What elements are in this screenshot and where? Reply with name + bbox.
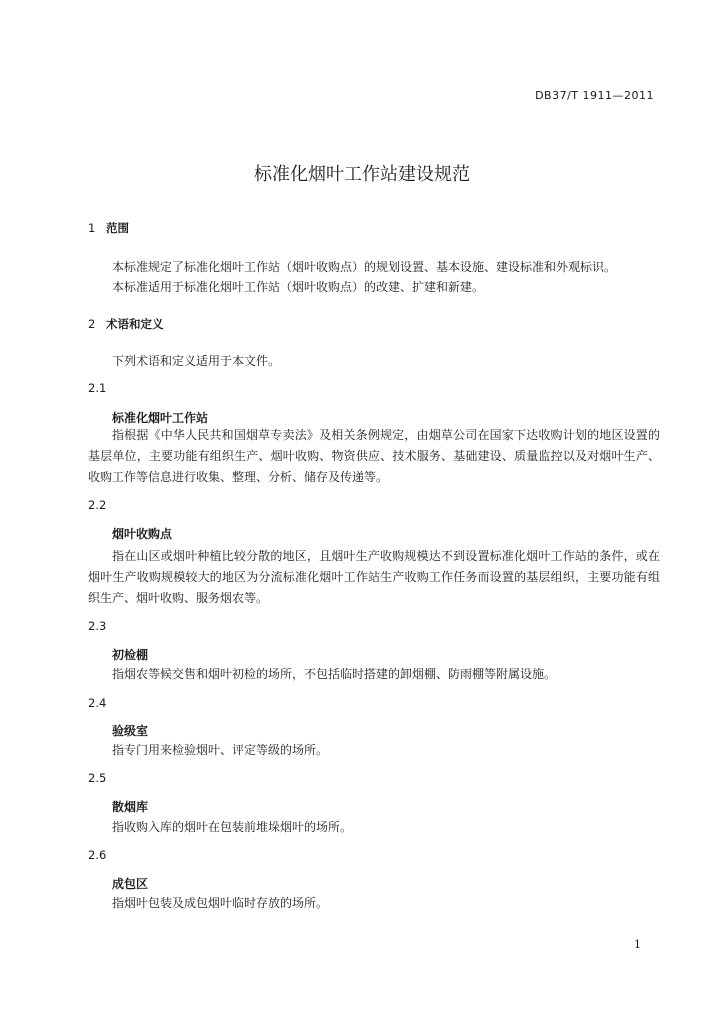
section-2-title: 术语和定义 <box>106 317 164 331</box>
section-1-number: 1 <box>88 221 96 235</box>
term-definition: 指收购入库的烟叶在包装前堆垛烟叶的场所。 <box>112 820 353 834</box>
term-definition: 指烟叶包装及成包烟叶临时存放的场所。 <box>112 896 329 910</box>
section-1-line-2: 本标准适用于标准化烟叶工作站（烟叶收购点）的改建、扩建和新建。 <box>112 280 485 294</box>
term-number: 2.6 <box>88 848 107 862</box>
term-title: 散烟库 <box>112 800 149 814</box>
term-definition: 指根据《中华人民共和国烟草专卖法》及相关条例规定，由烟草公司在国家下达收购计划的地区设置的基层单位，主要功能有组织生产、烟叶收购、物资供应、技术服务、基础建设、质量监控以及对烟叶生产、收购工作等信息进行收集、整理、分析、储存及传递等。 <box>88 428 660 484</box>
term-title: 初检棚 <box>112 648 149 662</box>
term-title: 成包区 <box>112 877 149 891</box>
term-number: 2.2 <box>88 498 107 512</box>
section-2-heading <box>88 316 164 332</box>
term-definition: 指专门用来检验烟叶、评定等级的场所。 <box>112 743 329 757</box>
term-number: 2.4 <box>88 696 107 710</box>
term-title: 标准化烟叶工作站 <box>112 411 209 425</box>
term-definition: 指在山区或烟叶种植比较分散的地区，且烟叶生产收购规模达不到设置标准化烟叶工作站的条件，或在烟叶生产收购规模较大的地区为分流标准化烟叶工作站生产收购工作任务而设置的基层组织，主要功能有组织生产、烟叶收购、服务烟农等。 <box>88 549 660 605</box>
section-2-number: 2 <box>88 317 96 331</box>
term-title: 验级室 <box>112 724 149 738</box>
section-2-intro: 下列术语和定义适用于本文件。 <box>112 354 281 368</box>
section-1-heading <box>88 220 129 236</box>
term-number: 2.3 <box>88 619 107 633</box>
section-1-line-1: 本标准规定了标准化烟叶工作站（烟叶收购点）的规划设置、基本设施、建设标准和外观标识。 <box>112 260 617 274</box>
document-title: 标准化烟叶工作站建设规范 <box>254 164 470 185</box>
term-title: 烟叶收购点 <box>112 527 173 541</box>
section-1-title: 范围 <box>106 221 129 235</box>
page-number: 1 <box>634 938 641 951</box>
term-definition: 指烟农等候交售和烟叶初检的场所，不包括临时搭建的卸烟棚、防雨棚等附属设施。 <box>112 667 557 681</box>
term-number: 2.5 <box>88 771 107 785</box>
standard-code: DB37/T 1911—2011 <box>535 89 654 102</box>
term-number: 2.1 <box>88 381 107 395</box>
